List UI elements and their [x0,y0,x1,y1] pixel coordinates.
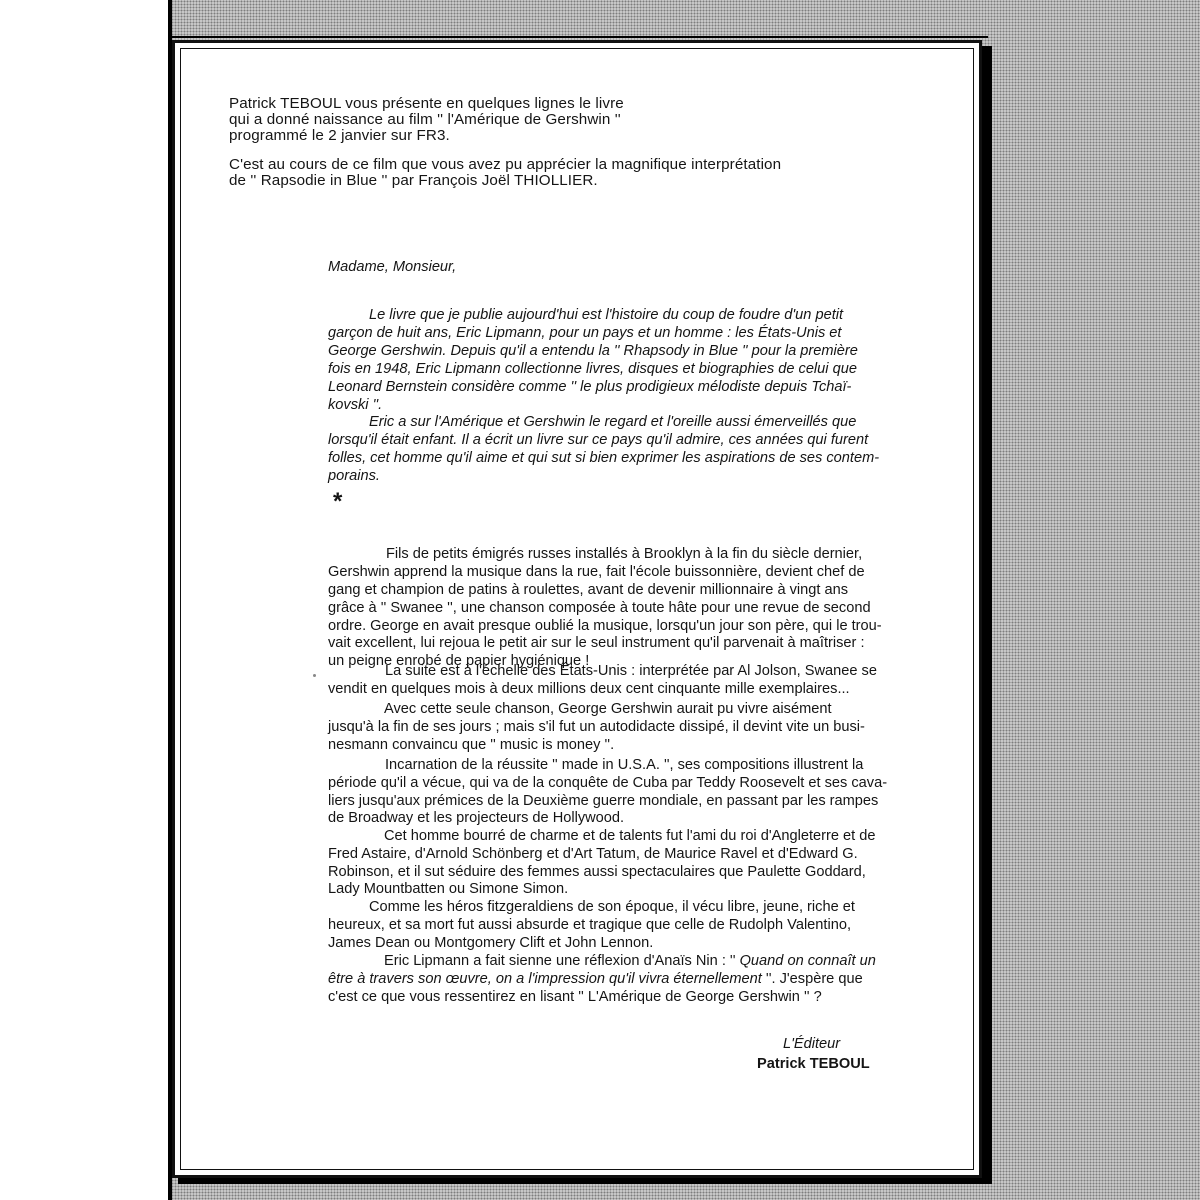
salutation: Madame, Monsieur, [328,259,457,275]
body-line-2: Gershwin apprend la musique dans la rue, fait l'école buissonnière, devient chef de [328,564,865,580]
italic-line-6: kovski ''. [328,397,383,413]
quote-intro: Eric Lipmann a fait sienne une réflexion d'Anaïs Nin : '' [384,953,736,969]
body-line-14: période qu'il a vécue, qui va de la conquête de Cuba par Teddy Roosevelt et ses cava- [328,775,888,791]
italic-line-3: George Gershwin. Depuis qu'il a entendu la '' Rhapsody in Blue '' pour la première [328,343,858,359]
body-line-11: jusqu'à la fin de ses jours ; mais s'il fut un autodidacte dissipé, il devint vite un busi- [328,719,865,735]
body-line-23: James Dean ou Montgomery Clift et John Lennon. [328,935,654,951]
body-line-12: nesmann convaincu que '' music is money ''. [328,737,615,753]
italic-line-8: lorsqu'il était enfant. Il a écrit un livre sur ce pays qu'il admire, ces années qui furent [328,432,869,448]
italic-line-2: garçon de huit ans, Eric Lipmann, pour un pays et un homme : les États-Unis et [328,325,842,341]
quote-italic-start: Quand on connaît un [739,953,876,969]
italic-line-10: porains. [328,468,380,484]
intro-line-2: qui a donné naissance au film '' l'Amérique de Gershwin '' [229,111,621,128]
body-line-26: c'est ce que vous ressentirez en lisant '' L'Amérique de George Gershwin '' ? [328,989,822,1005]
body-line-15: liers jusqu'aux prémices de la Deuxième guerre mondiale, en passant par les rampes [328,793,879,809]
body-line-25 [328,970,863,988]
intro-line-4: C'est au cours de ce film que vous avez pu apprécier la magnifique interprétation [229,156,782,173]
body-line-1: Fils de petits émigrés russes installés à Brooklyn à la fin du siècle dernier, [386,546,863,562]
italic-line-9: folles, cet homme qu'il aime et qui sut si bien exprimer les aspirations de ses contem- [328,450,880,466]
body-line-10: Avec cette seule chanson, George Gershwin aurait pu vivre aisément [384,701,832,717]
body-line-6: vait excellent, lui rejoua le petit air sur le seul instrument qu'il parvenait à maîtriser : [328,635,865,651]
body-line-22: heureux, et sa mort fut aussi absurde et tragique que celle de Rudolph Valentino, [328,917,852,933]
body-line-4: grâce à '' Swanee '', une chanson composée à toute hâte pour une revue de second [328,600,871,616]
quote-italic-end: être à travers son œuvre, on a l'impression qu'il vivra éternellement [328,971,762,987]
body-line-9: vendit en quelques mois à deux millions deux cent cinquante mille exemplaires... [328,681,850,697]
body-line-18: Fred Astaire, d'Arnold Schönberg et d'Art Tatum, de Maurice Ravel et d'Edward G. [328,846,858,862]
body-line-17: Cet homme bourré de charme et de talents fut l'ami du roi d'Angleterre et de [384,828,876,844]
italic-line-1: Le livre que je publie aujourd'hui est l'histoire du coup de foudre d'un petit [369,307,844,323]
body-line-16: de Broadway et les projecteurs de Hollywood. [328,810,625,826]
italic-line-5: Leonard Bernstein considère comme '' le plus prodigieux mélodiste depuis Tchaï- [328,379,852,395]
intro-line-5: de '' Rapsodie in Blue '' par François Joël THIOLLIER. [229,172,598,189]
body-line-8: La suite est à l'échelle des États-Unis : interprétée par Al Jolson, Swanee se [385,663,877,679]
signature-name: Patrick TEBOUL [757,1056,870,1072]
body-line-24 [384,952,876,970]
body-line-19: Robinson, et il sut séduire des femmes aussi spectaculaires que Paulette Goddard, [328,864,866,880]
signature-role: L'Éditeur [783,1036,841,1052]
body-line-21: Comme les héros fitzgeraldiens de son époque, il vécu libre, jeune, riche et [369,899,855,915]
italic-line-7: Eric a sur l'Amérique et Gershwin le regard et l'oreille aussi émerveillés que [369,414,857,430]
intro-line-3: programmé le 2 janvier sur FR3. [229,127,450,144]
body-line-3: gang et champion de patins à roulettes, avant de devenir millionnaire à vingt ans [328,582,849,598]
frame-shadow-bottom [178,1178,992,1184]
asterisk-separator: * [333,488,343,515]
frame-shadow-right [982,46,992,1184]
body-line-20: Lady Mountbatten ou Simone Simon. [328,881,569,897]
quote-closing: ''. J'espère que [765,971,863,987]
frame-top-line [168,36,988,38]
body-line-5: ordre. George en avait presque oublié la musique, lorsqu'un jour son père, qui le trou- [328,618,882,634]
ink-speck [313,674,316,677]
italic-line-4: fois en 1948, Eric Lipmann collectionne livres, disques et biographies de celui que [328,361,857,377]
intro-line-1: Patrick TEBOUL vous présente en quelques lignes le livre [229,95,624,112]
body-line-13: Incarnation de la réussite '' made in U.S.A. '', ses compositions illustrent la [385,757,864,773]
body-line-7: un peigne enrobé de papier hygiénique ! [328,653,590,669]
